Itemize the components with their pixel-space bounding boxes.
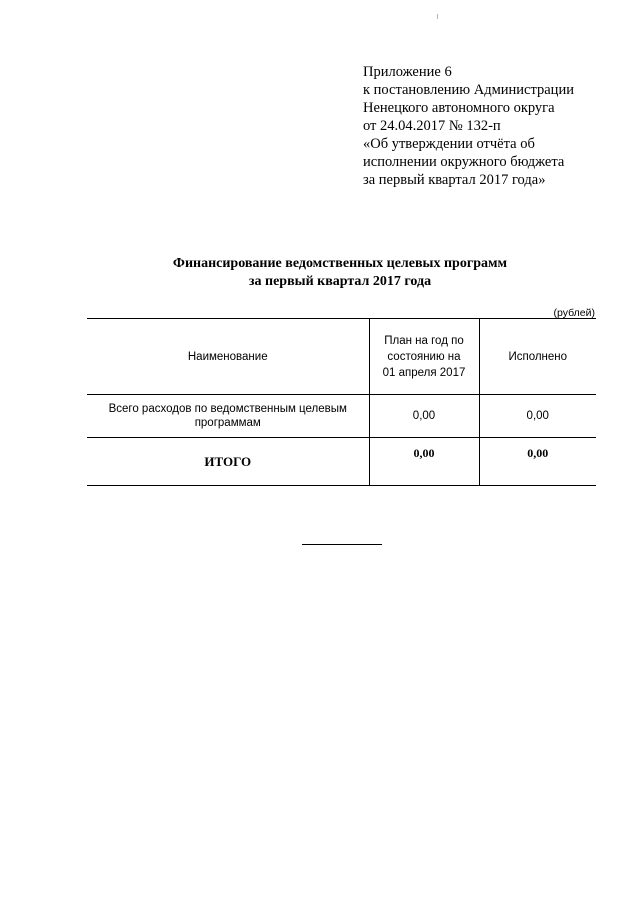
row-name [87, 395, 369, 438]
total-done-value: 0,00 [479, 438, 596, 486]
appendix-line: к постановлению Администрации [363, 82, 574, 98]
header-done: Исполнено [479, 319, 596, 395]
appendix-line: исполнении окружного бюджета [363, 154, 565, 170]
units-label: (рублей) [553, 307, 595, 319]
row-plan-value: 0,00 [369, 395, 479, 438]
document-title-line: Финансирование ведомственных целевых программ [172, 256, 508, 271]
appendix-line: «Об утверждении отчёта об [363, 136, 535, 152]
header-plan-line: состоянию на [387, 350, 461, 363]
table-total-row [87, 438, 596, 486]
header-name: Наименование [87, 319, 369, 395]
appendix-line: за первый квартал 2017 года» [363, 172, 546, 188]
row-done-value: 0,00 [479, 395, 596, 438]
row-name-line: Всего расходов по ведомственным целевым [108, 403, 347, 415]
header-plan-line: 01 апреля 2017 [382, 366, 466, 379]
appendix-block [363, 63, 633, 189]
row-name-line: программам [194, 417, 261, 429]
total-plan-value: 0,00 [369, 438, 479, 486]
header-plan-line: План на год по [384, 334, 464, 347]
document-title [60, 255, 620, 291]
table-row [87, 395, 596, 438]
total-label: ИТОГО [87, 438, 369, 486]
table-header-row [87, 319, 596, 395]
financing-table [87, 318, 596, 486]
appendix-line: Приложение 6 [363, 64, 452, 80]
end-divider [302, 544, 382, 545]
header-plan [369, 319, 479, 395]
appendix-line: Ненецкого автономного округа [363, 100, 555, 116]
scan-mark [437, 14, 438, 19]
document-title-line: за первый квартал 2017 года [248, 274, 432, 289]
appendix-line: от 24.04.2017 № 132-п [363, 118, 501, 134]
